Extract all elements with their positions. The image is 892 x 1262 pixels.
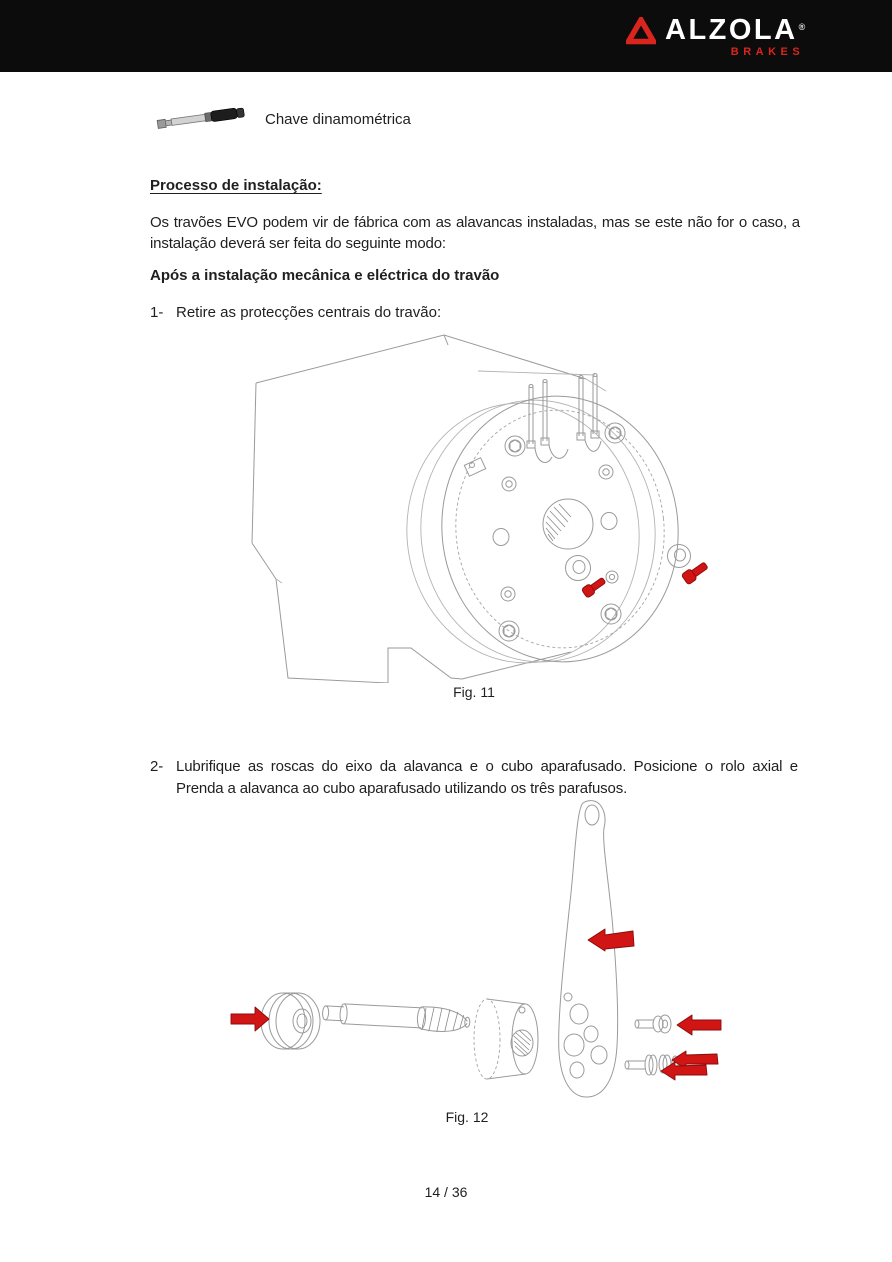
intro-paragraph (150, 212, 800, 254)
step-1 (150, 302, 798, 324)
sub-heading: Após a instalação mecânica e eléctrica do travão (150, 267, 500, 284)
page-number: 14 / 36 (424, 1184, 468, 1200)
central-protections (478, 371, 601, 463)
fig12-drawing (225, 798, 770, 1108)
washer (668, 545, 691, 568)
brand-sub: BRAKES (730, 46, 805, 58)
red-arrow-icon (231, 1007, 269, 1031)
step-number: 2- (150, 758, 164, 775)
brand-name: ALZOLA® (665, 14, 806, 46)
red-arrow-icon (588, 929, 634, 951)
step-text-line: Lubrifique as roscas do eixo da alavanca e o cubo aparafusado. Posicione o rolo axial e (176, 758, 798, 775)
header-bar (0, 0, 892, 72)
red-screw-icon (581, 575, 607, 598)
hub-bore (543, 499, 593, 549)
lever-screw (635, 1015, 671, 1033)
threaded-hub (474, 999, 538, 1079)
brake-housing (252, 335, 606, 683)
red-screw-icon (681, 560, 709, 585)
section-title: Processo de instalação: (150, 177, 322, 194)
step-2 (150, 756, 798, 799)
intro-line: Os travões EVO podem vir de fábrica com as alavancas instaladas, mas se este não for o caso, a (150, 214, 800, 231)
axial-roller (261, 993, 320, 1049)
fig11-drawing (238, 331, 803, 683)
step-text-line: Prenda a alavanca ao cubo aparafusado utilizando os três parafusos. (176, 779, 628, 797)
tool-label: Chave dinamométrica (265, 111, 411, 128)
step-text: Retire as protecções centrais do travão: (176, 304, 442, 321)
alzola-logo (626, 15, 805, 58)
fig11-caption: Fig. 11 (453, 684, 495, 700)
intro-line: instalação deverá ser feita do seguinte modo: (150, 235, 446, 252)
torque-wrench-icon (155, 102, 250, 136)
fig12-caption: Fig. 12 (445, 1109, 489, 1125)
red-arrow-icon (677, 1015, 721, 1035)
logo-triangle-icon (626, 17, 656, 45)
brand-registered-mark: ® (798, 22, 806, 32)
step-number: 1- (150, 304, 164, 321)
step-text (176, 756, 798, 799)
lever-shaft (322, 1001, 471, 1033)
